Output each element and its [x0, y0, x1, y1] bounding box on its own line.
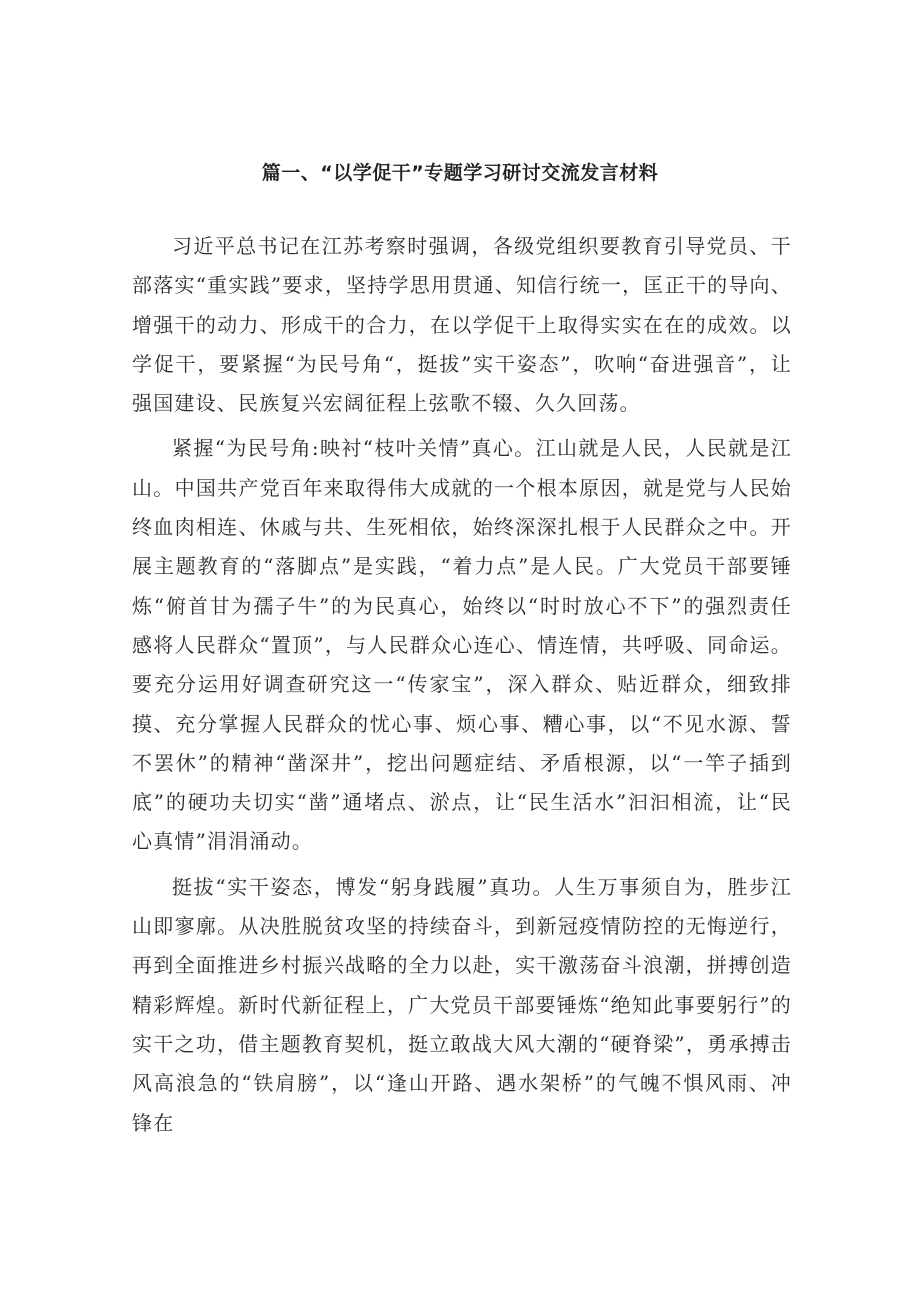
document-body [132, 227, 792, 1149]
paragraph-intro: 习近平总书记在江苏考察时强调，各级党组织要教育引导党员、干部落实“重实践”要求，坚持学思用贯通、知信行统一，匡正干的导向、增强干的动力、形成干的合力，在以学促干上取得实实在在的成效。以学促干，要紧握“为民号角“，挺拔”实干姿态”，吹响“奋进强音”，让强国建设、民族复兴宏阔征程上弦歌不辍、久久回荡。 [132, 234, 792, 416]
paragraph-practice: 挺拔“实干姿态，博发“躬身践履”真功。人生万事须自为，胜步江山即寥廓。从决胜脱贫攻坚的持续奋斗，到新冠疫情防控的无悔逆行，再到全面推进乡村振兴战略的全力以赴，实干激荡奋斗浪潮，拼搏创造精彩辉煌。新时代新征程上，广大党员干部要锤炼“绝知此事要躬行”的实干之功，借主题教育契机，挺立敢战大风大潮的“硬脊梁”，勇承搏击风高浪急的“铁肩膀”，以“逢山开路、遇水架桥”的气魄不惧风雨、冲锋在 [132, 874, 792, 1135]
paragraph-people: 紧握“为民号角:映衬“枝叶关情”真心。江山就是人民，人民就是江山。中国共产党百年来取得伟大成就的一个根本原因，就是党与人民始终血肉相连、休戚与共、生死相依，始终深深扎根于人民群众之中。开展主题教育的“落脚点”是实践，“着力点”是人民。广大党员干部要锤炼“俯首甘为孺子牛”的为民真心，始终以“时时放心不下”的强烈责任感将人民群众“置顶”，与人民群众心连心、情连情，共呼吸、同命运。要充分运用好调查研究这一“传家宝”，深入群众、贴近群众，细致排摸、充分掌握人民群众的忧心事、烦心事、糟心事，以“不见水源、誓不罢休”的精神“凿深井”，挖出问题症结、矛盾根源，以“一竿子插到底”的硬功夫切实“凿”通堵点、淤点，让“民生活水”汩汩相流，让“民心真情”涓涓涌动。 [132, 436, 792, 854]
document-title: 篇一、“以学促干”专题学习研讨交流发言材料 [261, 162, 659, 184]
